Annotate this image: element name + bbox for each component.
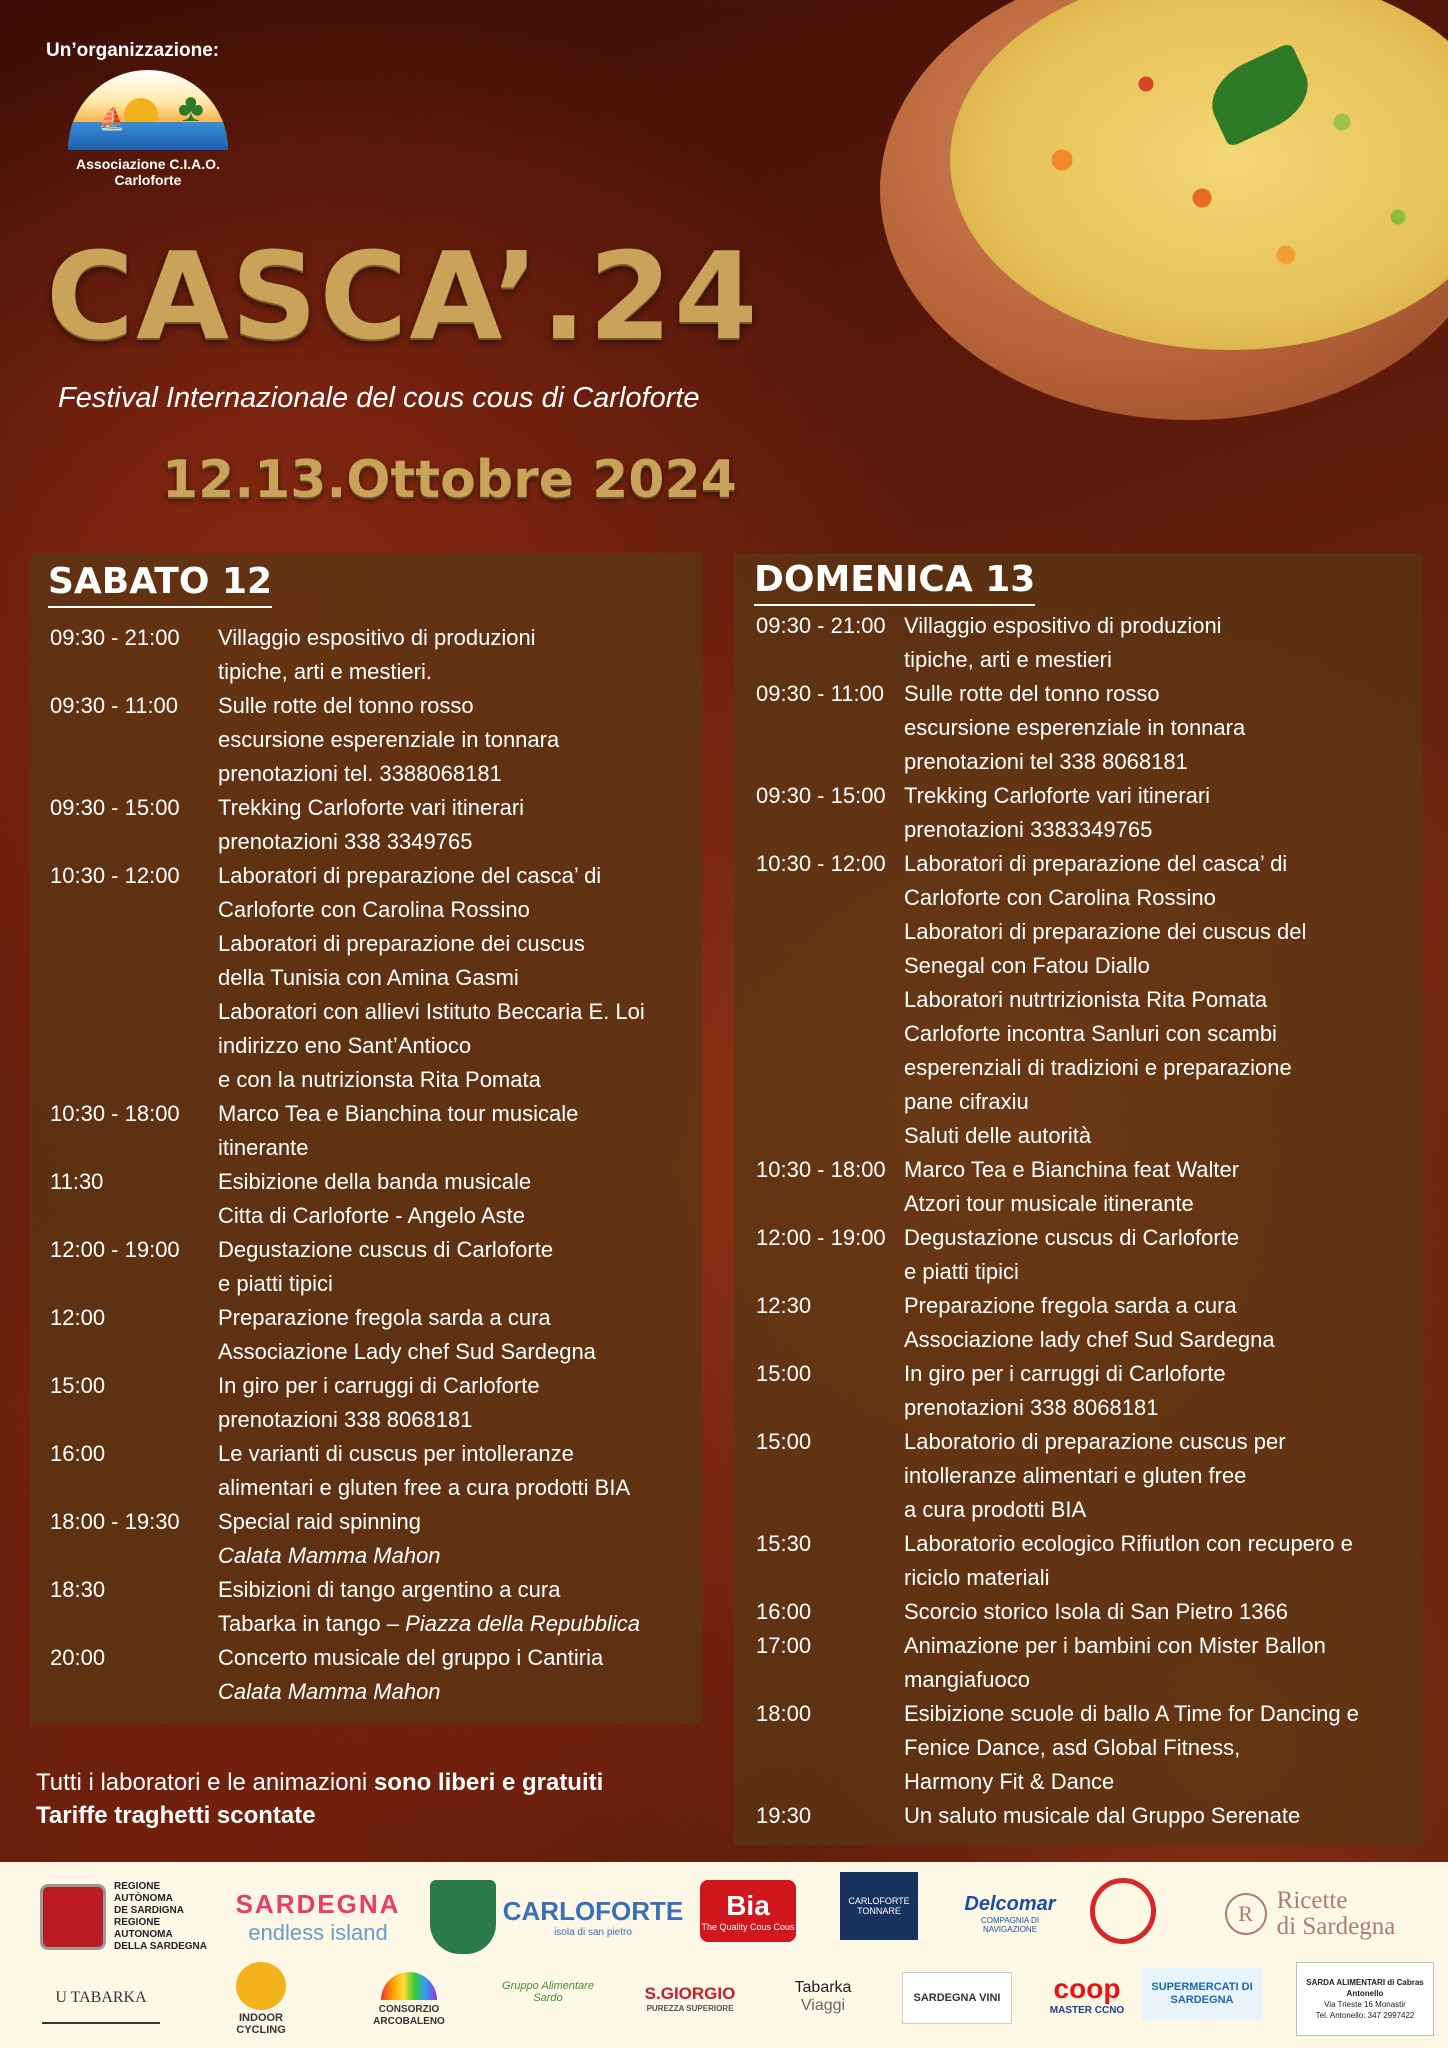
arcobaleno-text: CONSORZIO <box>378 2004 440 2015</box>
event-time: 15:30 <box>756 1531 812 1556</box>
regione-text: DE SARDIGNA <box>114 1905 185 1916</box>
schedule-row <box>756 609 1414 677</box>
event-line: della Tunisia con Amina Gasmi <box>218 965 519 990</box>
schedule-row <box>50 1573 694 1641</box>
logo-association-name: Associazione C.I.A.O. <box>76 156 220 172</box>
event-time: 11:30 <box>50 1169 104 1194</box>
coop-wordmark: coop <box>1053 1972 1121 2004</box>
schedule-row <box>50 859 694 1097</box>
sardegna-vini-logo: SARDEGNA VINI <box>902 1972 1012 2024</box>
schedule-row <box>756 1289 1414 1357</box>
event-description <box>218 1505 694 1573</box>
saturday-schedule-panel <box>30 553 702 1724</box>
ferry-discount-text: Tariffe traghetti scontate <box>36 1802 316 1829</box>
event-line: escursione esperenziale in tonnara <box>218 727 560 752</box>
event-description <box>218 791 694 859</box>
free-admission-note <box>36 1766 603 1832</box>
event-description <box>904 1357 1414 1425</box>
event-line: Villaggio espositivo di produzioni <box>218 625 536 650</box>
delcomar-logo <box>958 1876 1062 1950</box>
schedule-row <box>756 847 1414 1153</box>
saturday-heading: SABATO 12 <box>48 561 272 608</box>
event-description <box>218 1165 694 1233</box>
event-line: e con la nutrizionsta Rita Pomata <box>218 1067 541 1092</box>
event-line: Laboratori di preparazione del casca’ di <box>218 863 602 888</box>
schedule-row <box>756 1357 1414 1425</box>
event-time: 18:00 <box>756 1701 812 1726</box>
schedule-row <box>50 1369 694 1437</box>
event-line: Villaggio espositivo di produzioni <box>904 613 1222 638</box>
schedule-row <box>50 689 694 791</box>
regione-text: REGIONE AUTONOMA <box>114 1917 173 1940</box>
event-time: 09:30 - 15:00 <box>756 783 886 808</box>
event-time: 18:00 - 19:30 <box>50 1509 180 1534</box>
event-time: 12:00 - 19:00 <box>756 1225 886 1250</box>
event-line: Esibizioni di tango argentino a cura <box>218 1577 561 1602</box>
event-line-plain: Tabarka in tango – <box>218 1611 406 1636</box>
s-giorgio-wordmark: S.GIORGIO <box>644 1983 736 2003</box>
sarda-alimentari-phone: Tel. Antonello: 347 2997422 <box>1315 2011 1415 2020</box>
event-time: 17:00 <box>756 1633 812 1658</box>
u-tabarka-logo: U TABARKA <box>42 1974 160 2024</box>
event-line: Carloforte incontra Sanluri con scambi <box>904 1021 1277 1046</box>
event-line: Carloforte con Carolina Rossino <box>904 885 1216 910</box>
event-line: escursione esperenziale in tonnara <box>904 715 1246 740</box>
event-description <box>218 859 694 1097</box>
s-giorgio-logo <box>634 1970 746 2026</box>
sailboat-icon: ⛵ <box>98 106 126 131</box>
ciao-association-logo <box>64 70 232 210</box>
palm-tree-icon: ♣ <box>177 86 204 130</box>
event-line: Laboratori di preparazione del casca’ di <box>904 851 1288 876</box>
event-line: prenotazioni 338 8068181 <box>904 1395 1159 1420</box>
event-location: Calata Mamma Mahon <box>218 1679 441 1704</box>
event-time: 10:30 - 12:00 <box>756 851 886 876</box>
event-description <box>218 1641 694 1709</box>
free-note-line1 <box>36 1766 603 1799</box>
logo-town-name: Carloforte <box>114 172 182 188</box>
sunday-schedule-panel <box>734 553 1422 1845</box>
regione-text: DELLA SARDEGNA <box>114 1941 207 1952</box>
sea-icon <box>68 122 228 150</box>
schedule-row <box>50 1641 694 1709</box>
event-time: 19:30 <box>756 1803 812 1828</box>
schedule-row <box>756 1527 1414 1595</box>
event-description <box>904 1527 1414 1595</box>
schedule-row <box>756 1799 1414 1833</box>
event-description <box>904 1425 1414 1527</box>
schedule-row <box>50 1165 694 1233</box>
event-time: 16:00 <box>756 1599 812 1624</box>
ferry-discount-note <box>36 1799 603 1832</box>
schedule-row <box>756 1629 1414 1697</box>
event-time: 09:30 - 21:00 <box>756 613 886 638</box>
event-line: Laboratori nutrtrizionista Rita Pomata <box>904 987 1268 1012</box>
event-description <box>218 1573 694 1641</box>
event-description <box>904 1595 1414 1629</box>
event-line: Sulle rotte del tonno rosso <box>904 681 1160 706</box>
festival-title: CASCA’.24 <box>46 228 760 367</box>
carloforte-wordmark: CARLOFORTE <box>502 1896 684 1926</box>
event-line: Scorcio storico Isola di San Pietro 1366 <box>904 1599 1288 1624</box>
event-line: Concerto musicale del gruppo i Cantiria <box>218 1645 604 1670</box>
event-description <box>904 1289 1414 1357</box>
event-location: Calata Mamma Mahon <box>218 1543 441 1568</box>
comune-crest-icon <box>430 1880 496 1954</box>
indoor-cycling-text: INDOOR CYCLING <box>236 2012 286 2036</box>
bia-wordmark: Bia <box>726 1890 770 1921</box>
event-description <box>904 779 1414 847</box>
event-line: pane cifraxiu <box>904 1089 1029 1114</box>
event-line: Esibizione scuole di ballo A Time for Dancing e <box>904 1701 1359 1726</box>
ricette-wordmark: di Sardegna <box>1276 1913 1396 1940</box>
tabarka-viaggi-wordmark: Viaggi <box>800 1997 846 2014</box>
event-line: riciclo materiali <box>904 1565 1050 1590</box>
event-line: Atzori tour musicale itinerante <box>904 1191 1194 1216</box>
event-line: Carloforte con Carolina Rossino <box>218 897 530 922</box>
event-line: Esibizione della banda musicale <box>218 1169 532 1194</box>
carloforte-tonnare-logo: CARLOFORTE TONNARE <box>840 1872 918 1940</box>
event-line: prenotazioni tel. 3388068181 <box>218 761 502 786</box>
consorzio-arcobaleno-logo <box>356 1962 462 2038</box>
event-description <box>218 1369 694 1437</box>
bia-tagline: The Quality Cous Cous <box>701 1922 795 1932</box>
event-time: 15:00 <box>756 1361 812 1386</box>
event-description <box>218 689 694 791</box>
free-note-plain: Tutti i laboratori e le animazioni <box>36 1769 374 1796</box>
ricette-r-icon: R <box>1225 1893 1267 1935</box>
event-time: 15:00 <box>756 1429 812 1454</box>
event-line: alimentari e gluten free a cura prodotti BIA <box>218 1475 631 1500</box>
supermercati-di-sardegna-logo: SUPERMERCATI DI SARDEGNA <box>1142 1968 1262 2020</box>
event-description <box>904 1799 1414 1833</box>
free-note-bold: sono liberi e gratuiti <box>373 1769 604 1796</box>
event-line: prenotazioni 338 8068181 <box>218 1407 473 1432</box>
event-time: 20:00 <box>50 1645 106 1670</box>
event-line: Degustazione cuscus di Carloforte <box>904 1225 1240 1250</box>
coop-logo <box>1046 1966 1128 2022</box>
event-line: prenotazioni tel 338 8068181 <box>904 749 1188 774</box>
event-line: In giro per i carruggi di Carloforte <box>218 1373 540 1398</box>
rainbow-icon <box>381 1972 437 2000</box>
event-line: In giro per i carruggi di Carloforte <box>904 1361 1226 1386</box>
event-description <box>904 609 1414 677</box>
event-line: Le varianti di cuscus per intolleranze <box>218 1441 574 1466</box>
organizer-label: Un’organizzazione: <box>46 40 220 61</box>
regione-text: REGIONE AUTÒNOMA <box>114 1881 173 1904</box>
event-line: Trekking Carloforte vari itinerari <box>218 795 525 820</box>
event-line: Citta di Carloforte - Angelo Aste <box>218 1203 525 1228</box>
event-line: Saluti delle autorità <box>904 1123 1092 1148</box>
event-line: prenotazioni 3383349765 <box>904 817 1153 842</box>
event-time: 10:30 - 18:00 <box>50 1101 180 1126</box>
event-line: Sulle rotte del tonno rosso <box>218 693 474 718</box>
schedule-row <box>756 1221 1414 1289</box>
event-line: Marco Tea e Bianchina tour musicale <box>218 1101 579 1126</box>
event-line <box>218 1607 694 1641</box>
event-line: e piatti tipici <box>904 1259 1019 1284</box>
schedule-row <box>756 1153 1414 1221</box>
event-description <box>904 1697 1414 1799</box>
saturday-event-list <box>50 621 694 1709</box>
tabarka-viaggi-wordmark: Tabarka <box>794 1979 852 1996</box>
delcomar-wordmark: Delcomar <box>964 1892 1056 1915</box>
spiral-logo-icon <box>1090 1878 1156 1944</box>
event-line: Associazione lady chef Sud Sardegna <box>904 1327 1275 1352</box>
event-line: esperenziali di tradizioni e preparazione <box>904 1055 1292 1080</box>
sardegna-tagline: endless island <box>248 1919 388 1945</box>
schedule-row <box>50 791 694 859</box>
s-giorgio-tagline: PUREZZA SUPERIORE <box>646 2003 734 2013</box>
event-line: Preparazione fregola sarda a cura <box>218 1305 551 1330</box>
sardegna-endless-island-logo <box>228 1884 408 1950</box>
event-description <box>218 621 694 689</box>
event-line: intolleranze alimentari e gluten free <box>904 1463 1247 1488</box>
event-description <box>904 847 1414 1153</box>
event-time: 12:00 - 19:00 <box>50 1237 180 1262</box>
event-description <box>904 1153 1414 1221</box>
event-location: Piazza della Repubblica <box>405 1611 640 1636</box>
carloforte-logo <box>502 1890 684 1944</box>
event-line: Associazione Lady chef Sud Sardegna <box>218 1339 596 1364</box>
delcomar-tagline: COMPAGNIA DI NAVIGAZIONE <box>980 1915 1040 1934</box>
coop-tagline: MASTER CCNO <box>1049 2004 1125 2016</box>
schedule-row <box>756 1697 1414 1799</box>
event-line: Trekking Carloforte vari itinerari <box>904 783 1211 808</box>
event-time: 10:30 - 12:00 <box>50 863 180 888</box>
event-time: 09:30 - 15:00 <box>50 795 180 820</box>
event-line: Harmony Fit & Dance <box>904 1769 1115 1794</box>
event-time: 09:30 - 21:00 <box>50 625 180 650</box>
bicycle-icon <box>236 1962 286 2010</box>
sarda-alimentari-logo <box>1296 1962 1434 2036</box>
schedule-row <box>756 677 1414 779</box>
event-description <box>904 1221 1414 1289</box>
event-line: Special raid spinning <box>218 1509 422 1534</box>
event-time: 16:00 <box>50 1441 106 1466</box>
event-line: Fenice Dance, asd Global Fitness, <box>904 1735 1241 1760</box>
event-time: 18:30 <box>50 1577 106 1602</box>
schedule-row <box>50 1233 694 1301</box>
tabarka-viaggi-logo <box>782 1962 864 2032</box>
festival-dates: 12.13.Ottobre 2024 <box>162 450 737 510</box>
event-description <box>218 1301 694 1369</box>
event-line: itinerante <box>218 1135 309 1160</box>
gruppo-alimentare-sardo-logo: Gruppo Alimentare Sardo <box>502 1980 594 2004</box>
sardegna-wordmark: SARDEGNA <box>235 1888 401 1919</box>
event-description <box>218 1233 694 1301</box>
logo-sunset-emblem <box>68 70 228 150</box>
regione-shield-icon <box>40 1884 106 1950</box>
schedule-row <box>50 1437 694 1505</box>
event-time: 15:00 <box>50 1373 106 1398</box>
sarda-alimentari-address: Via Trieste 16 Monastir <box>1324 2000 1406 2009</box>
festival-subtitle: Festival Internazionale del cous cous di Carloforte <box>58 382 700 414</box>
event-line: tipiche, arti e mestieri <box>904 647 1112 672</box>
event-time: 10:30 - 18:00 <box>756 1157 886 1182</box>
schedule-row <box>756 1425 1414 1527</box>
event-time: 12:00 <box>50 1305 106 1330</box>
event-line: a cura prodotti BIA <box>904 1497 1087 1522</box>
event-line: Laboratori di preparazione dei cuscus <box>218 931 585 956</box>
event-time: 09:30 - 11:00 <box>756 681 885 706</box>
event-line: Laboratori di preparazione dei cuscus del <box>904 919 1307 944</box>
event-line: Marco Tea e Bianchina feat Walter <box>904 1157 1240 1182</box>
event-line: Laboratorio ecologico Rifiutlon con recupero e <box>904 1531 1353 1556</box>
event-line: Laboratori con allievi Istituto Beccaria E. Loi <box>218 999 645 1024</box>
schedule-row <box>756 779 1414 847</box>
bia-logo <box>700 1880 796 1942</box>
ricette-di-sardegna-logo <box>1190 1884 1430 1944</box>
sunday-event-list <box>756 609 1414 1833</box>
carloforte-tagline: isola di san pietro <box>554 1927 632 1938</box>
event-line: indirizzo eno Sant’Antioco <box>218 1033 472 1058</box>
schedule-row <box>756 1595 1414 1629</box>
arcobaleno-text: ARCOBALENO <box>373 2016 445 2027</box>
event-line: tipiche, arti e mestieri. <box>218 659 432 684</box>
sarda-alimentari-name: SARDA ALIMENTARI di Cabras Antonello <box>1306 1978 1424 1998</box>
event-line: Animazione per i bambini con Mister Ballon <box>904 1633 1326 1658</box>
couscous-bowl-image <box>880 0 1448 420</box>
schedule-row <box>50 1505 694 1573</box>
event-description <box>218 1437 694 1505</box>
sunday-heading: DOMENICA 13 <box>754 559 1035 606</box>
event-line: Degustazione cuscus di Carloforte <box>218 1237 554 1262</box>
event-time: 12:30 <box>756 1293 812 1318</box>
ricette-wordmark: Ricette <box>1276 1887 1348 1914</box>
event-line: e piatti tipici <box>218 1271 333 1296</box>
schedule-row <box>50 1301 694 1369</box>
event-line: Un saluto musicale dal Gruppo Serenate <box>904 1803 1301 1828</box>
event-line: Preparazione fregola sarda a cura <box>904 1293 1237 1318</box>
event-description <box>904 677 1414 779</box>
indoor-cycling-logo <box>216 1962 306 2036</box>
schedule-row <box>50 1097 694 1165</box>
regione-sardegna-logo <box>40 1882 215 1952</box>
sponsor-strip <box>0 1862 1448 2048</box>
schedule-row <box>50 621 694 689</box>
event-line: mangiafuoco <box>904 1667 1030 1692</box>
event-time: 09:30 - 11:00 <box>50 693 179 718</box>
event-line: Laboratorio di preparazione cuscus per <box>904 1429 1286 1454</box>
event-description <box>904 1629 1414 1697</box>
event-line: prenotazioni 338 3349765 <box>218 829 473 854</box>
event-line: Senegal con Fatou Diallo <box>904 953 1150 978</box>
event-description <box>218 1097 694 1165</box>
